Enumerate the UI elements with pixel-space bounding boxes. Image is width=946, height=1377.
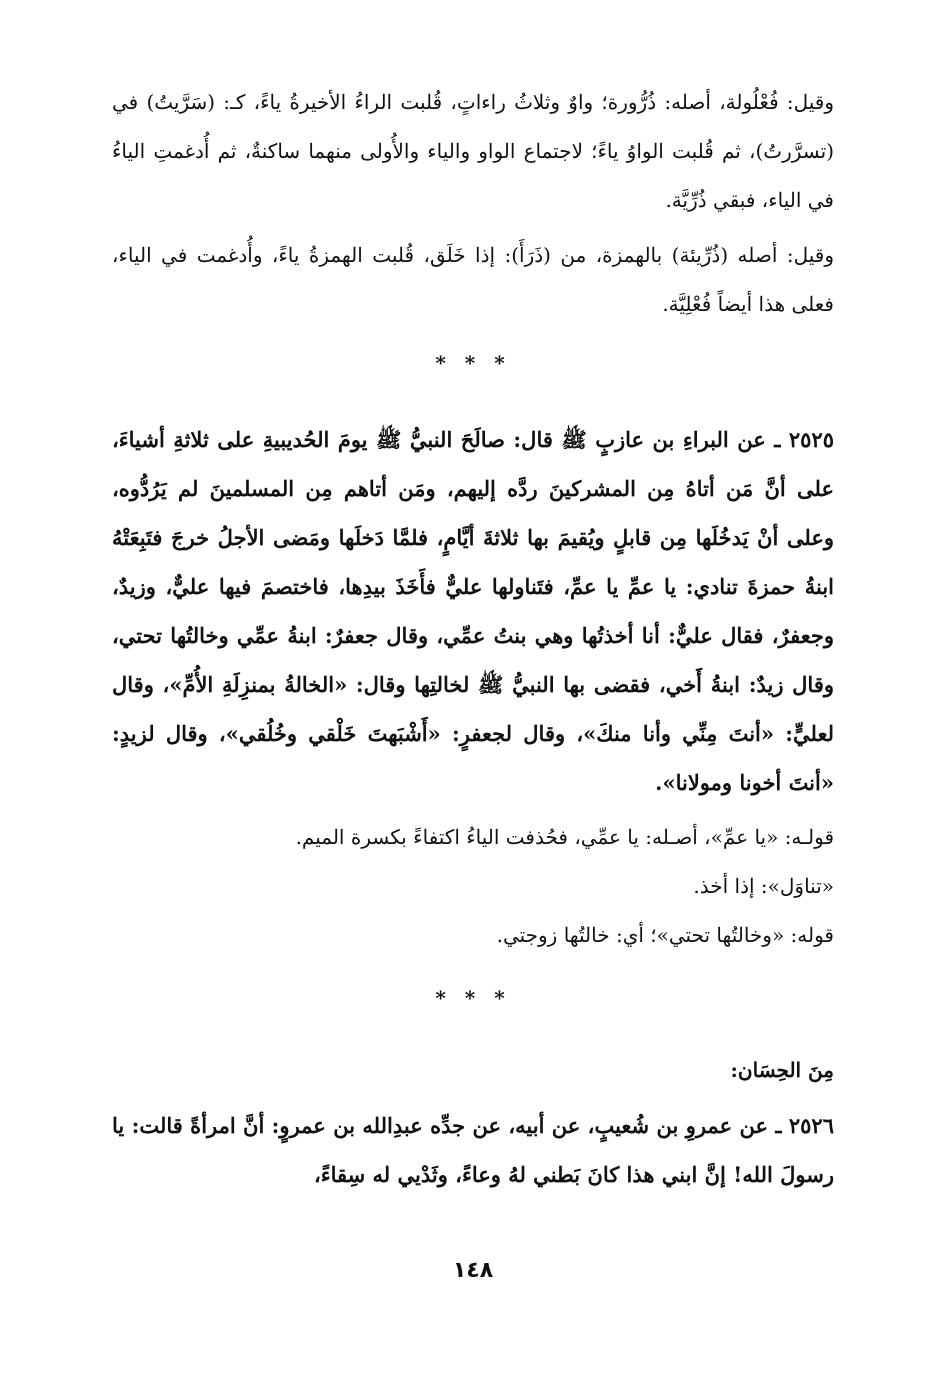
hadith-note: «تناوَل»: إذا أخذ. <box>693 874 834 898</box>
section-title: مِنَ الحِسَان: <box>730 1058 834 1082</box>
hadith-2526: ٢٥٢٦ ـ عن عمروِ بن شُعيبٍ، عن أبيه، عن جدِّه عبدِالله بن عمروٍ: أنَّ امرأةً قالت: يا رسولَ الله! إنَّ ابني هذا كانَ بَطني لهُ وعاءً، وثَدْيي له سِقاءً، <box>112 1113 834 1187</box>
note-paragraph: وقيل: فُعْلُولة، أصله: ذُرُّورة؛ واوٌ وثلاثُ راءاتٍ، قُلبت الراءُ الأخيرةُ ياءً، كـ: (سَرَّيتُ) في (تسرَّرتُ)، ثم قُلبت الواوُ ياءً؛ لاجتماع الواو والياء والأُولى منهما ساكنةٌ، ثم أُدغمتِ الياءُ في الياء، فبقي ذُرِّيَّة. <box>112 90 834 212</box>
page-number: ١٤٨ <box>452 1258 494 1283</box>
section-separator: * * * <box>435 986 511 1010</box>
section-separator: * * * <box>435 351 511 375</box>
hadith-2525: ٢٥٢٥ ـ عن البراءِ بن عازبٍ ﷺ قال: صالَحَ النبيُّ ﷺ يومَ الحُديبيةِ على ثلاثةِ أشياءَ، على أنَّ مَن أتاهُ مِن المشركينَ ردَّه إليهم، ومَن أتاهم مِن المسلمينَ لم يَرُدُّوه، وعلى أنْ يَدخُلَها مِن قابلٍ ويُقيمَ بها ثلاثةَ أيَّامٍ، فلمَّا دَخلَها ومَضى الأجلُ خرجَ فتَبِعَتْهُ ابنةُ حمزةَ تنادي: يا عمِّ يا عمِّ، فتَناولها عليٌّ فأَخَذَ بيدِها، فاختصمَ فيها عليٌّ، وزيدٌ، وجعفرٌ، فقال عليٌّ: أنا أخذتُها وهي بنتُ عمِّي، وقال جعفرٌ: ابنةُ عمِّي وخالتُها تحتي، وقال زيدٌ: ابنةُ أَخي، فقضى بها النبيُّ ﷺ لخالتِها وقال: «الخالةُ بمنزِلَةِ الأُمِّ»، وقال لعليٍّ: «أنتَ مِنِّي وأنا منكَ»، وقال لجعفرٍ: «أَشْبَهتَ خَلْقي وخُلُقي»، وقال لزيدٍ: «أنتَ أخونا ومولانا». <box>112 427 835 795</box>
page-body <box>112 70 834 1199</box>
hadith-note: قوله: «وخالتُها تحتي»؛ أي: خالتُها زوجتي. <box>496 923 834 947</box>
note-paragraph: وقيل: أصله (ذُرِّيئة) بالهمزة، من (ذَرَأَ): إذا خَلَق، قُلبت الهمزةُ ياءً، وأُدغمت في الياء، فعلى هذا أيضاً فُعْلِيَّة. <box>112 243 834 316</box>
hadith-note: قولـه: «يا عمِّ»، أصـله: يا عمِّي، فحُذفت الياءُ اكتفاءً بكسرة الميم. <box>295 825 834 849</box>
